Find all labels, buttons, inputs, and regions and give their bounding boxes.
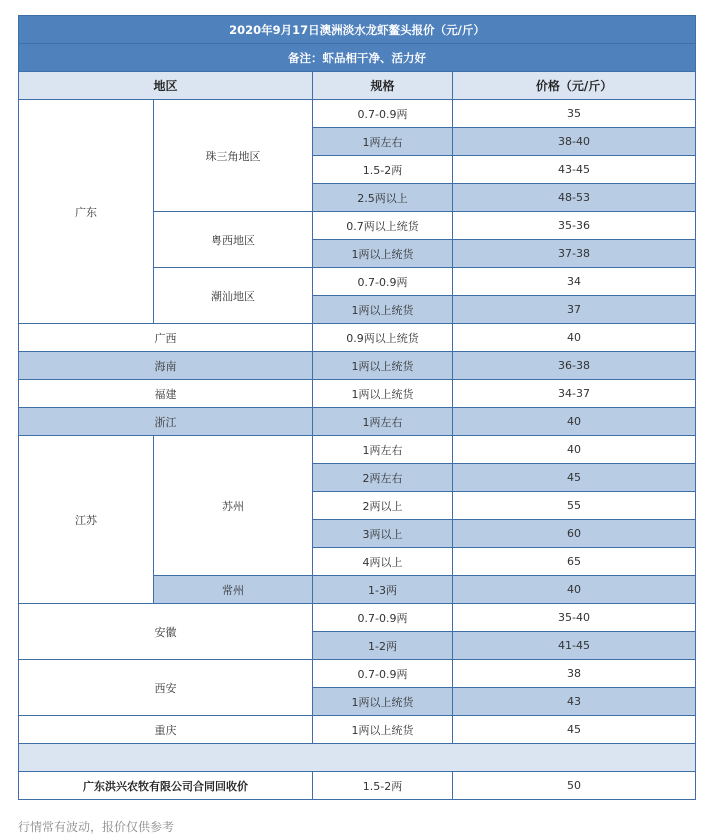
price-cell: 40 <box>453 576 696 604</box>
region-cell: 浙江 <box>19 408 313 436</box>
table-row <box>19 716 696 744</box>
table-row <box>19 380 696 408</box>
price-cell: 40 <box>453 436 696 464</box>
price-cell: 36-38 <box>453 352 696 380</box>
price-cell: 35-36 <box>453 212 696 240</box>
price-cell: 48-53 <box>453 184 696 212</box>
price-cell: 37-38 <box>453 240 696 268</box>
spec-cell: 1两左右 <box>313 436 453 464</box>
price-table <box>18 15 696 800</box>
spec-cell: 1两以上统货 <box>313 352 453 380</box>
region-cell: 广西 <box>19 324 313 352</box>
spec-cell: 1两左右 <box>313 128 453 156</box>
spec-cell: 4两以上 <box>313 548 453 576</box>
table-row <box>19 408 696 436</box>
price-cell: 34-37 <box>453 380 696 408</box>
price-cell: 55 <box>453 492 696 520</box>
spec-cell: 0.7-0.9两 <box>313 100 453 128</box>
price-cell: 40 <box>453 324 696 352</box>
price-cell: 45 <box>453 464 696 492</box>
spec-cell: 0.7两以上统货 <box>313 212 453 240</box>
contract-company-cell: 广东洪兴农牧有限公司合同回收价 <box>19 772 313 800</box>
price-cell: 38-40 <box>453 128 696 156</box>
subregion-cell: 苏州 <box>154 436 313 576</box>
price-cell: 41-45 <box>453 632 696 660</box>
region-cell: 广东 <box>19 100 154 324</box>
column-header-spec: 规格 <box>313 72 453 100</box>
spec-cell: 1两以上统货 <box>313 688 453 716</box>
price-cell: 43-45 <box>453 156 696 184</box>
price-cell: 45 <box>453 716 696 744</box>
region-cell: 西安 <box>19 660 313 716</box>
table-row <box>19 604 696 632</box>
column-header-region: 地区 <box>19 72 313 100</box>
spec-cell: 1两以上统货 <box>313 240 453 268</box>
spec-cell: 1两以上统货 <box>313 296 453 324</box>
spec-cell: 1.5-2两 <box>313 156 453 184</box>
spec-cell: 1-2两 <box>313 632 453 660</box>
price-cell: 43 <box>453 688 696 716</box>
blank-separator-row <box>19 744 696 772</box>
price-cell: 60 <box>453 520 696 548</box>
price-cell: 65 <box>453 548 696 576</box>
price-cell: 40 <box>453 408 696 436</box>
region-cell: 重庆 <box>19 716 313 744</box>
table-row <box>19 100 696 128</box>
table-row <box>19 772 696 800</box>
price-cell: 38 <box>453 660 696 688</box>
table-remark: 备注：虾品相干净、活力好 <box>19 44 696 72</box>
region-cell: 江苏 <box>19 436 154 604</box>
price-cell: 35 <box>453 100 696 128</box>
subregion-cell: 常州 <box>154 576 313 604</box>
spec-cell: 0.9两以上统货 <box>313 324 453 352</box>
price-cell: 37 <box>453 296 696 324</box>
subregion-cell: 潮汕地区 <box>154 268 313 324</box>
price-cell: 35-40 <box>453 604 696 632</box>
footnote: 行情常有波动，报价仅供参考 <box>18 820 175 834</box>
spec-cell: 1.5-2两 <box>313 772 453 800</box>
spec-cell: 1两以上统货 <box>313 380 453 408</box>
subregion-cell: 粤西地区 <box>154 212 313 268</box>
spec-cell: 0.7-0.9两 <box>313 604 453 632</box>
price-table-container <box>18 15 695 800</box>
spec-cell: 2.5两以上 <box>313 184 453 212</box>
column-header-price: 价格（元/斤） <box>453 72 696 100</box>
region-cell: 安徽 <box>19 604 313 660</box>
table-row <box>19 436 696 464</box>
spec-cell: 2两左右 <box>313 464 453 492</box>
spec-cell: 0.7-0.9两 <box>313 268 453 296</box>
spec-cell: 2两以上 <box>313 492 453 520</box>
subregion-cell: 珠三角地区 <box>154 100 313 212</box>
table-row <box>19 660 696 688</box>
spec-cell: 0.7-0.9两 <box>313 660 453 688</box>
table-row <box>19 352 696 380</box>
spec-cell: 1两以上统货 <box>313 716 453 744</box>
region-cell: 海南 <box>19 352 313 380</box>
table-row <box>19 324 696 352</box>
price-cell: 50 <box>453 772 696 800</box>
spec-cell: 3两以上 <box>313 520 453 548</box>
table-title: 2020年9月17日澳洲淡水龙虾鳌头报价（元/斤） <box>19 16 696 44</box>
spec-cell: 1两左右 <box>313 408 453 436</box>
region-cell: 福建 <box>19 380 313 408</box>
price-cell: 34 <box>453 268 696 296</box>
spec-cell: 1-3两 <box>313 576 453 604</box>
